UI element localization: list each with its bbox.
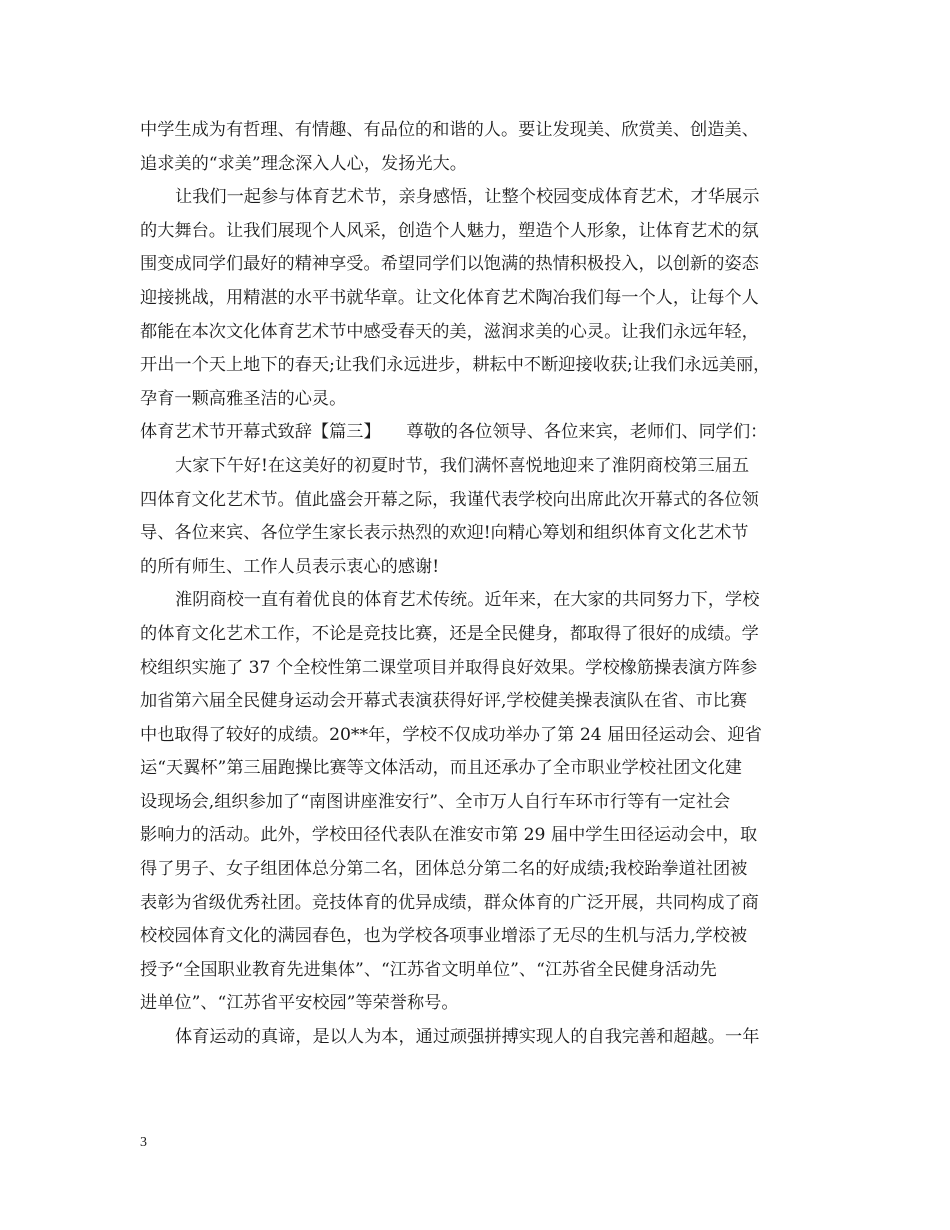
text-line: 校组织实施了 37 个全校性第二课堂项目并取得良好效果。学校橡筋操表演方阵参 <box>140 657 758 678</box>
text-line: 淮阴商校一直有着优良的体育艺术传统。近年来，在大家的共同努力下，学校 <box>175 590 760 611</box>
text-line: 孕育一颗高雅圣洁的心灵。 <box>140 388 347 409</box>
text-line: 的大舞台。让我们展现个人风采，创造个人魅力，塑造个人形象，让体育艺术的氛 <box>140 220 759 241</box>
text-line: 得了男子、女子组团体总分第二名，团体总分第二名的好成绩;我校跆拳道社团被 <box>140 859 748 880</box>
text-line: 授予“全国职业教育先进集体”、“江苏省文明单位”、“江苏省全民健身活动先 <box>140 959 717 980</box>
text-line: 大家下午好!在这美好的初夏时节，我们满怀喜悦地迎来了淮阴商校第三届五 <box>175 455 750 476</box>
text-line: 表彰为省级优秀社团。竞技体育的优异成绩，群众体育的广泛开展，共同构成了商 <box>140 892 759 913</box>
text-line: 影响力的活动。此外，学校田径代表队在淮安市第 29 届中学生田径运动会中，取 <box>140 825 758 846</box>
page-number: 3 <box>140 1135 147 1150</box>
text-line: 加省第六届全民健身运动会开幕式表演获得好评,学校健美操表演队在省、市比赛 <box>140 691 748 712</box>
text-line: 开出一个天上地下的春天;让我们永远进步，耕耘中不断迎接收获;让我们永远美丽， <box>140 355 771 376</box>
text-line: 导、各位来宾、各位学生家长表示热烈的欢迎!向精心筹划和组织体育文化艺术节 <box>140 523 749 544</box>
text-line: 运“天翼杯”第三届跑操比赛等文体活动，而且还承办了全市职业学校社团文化建 <box>140 758 742 779</box>
text-line: 进单位”、“江苏省平安校园”等荣誉称号。 <box>140 993 459 1014</box>
text-line: 四体育文化艺术节。值此盛会开幕之际，我谨代表学校向出席此次开幕式的各位领 <box>140 489 759 510</box>
text-line: 中也取得了较好的成绩。20**年，学校不仅成功举办了第 24 届田径运动会、迎省 <box>140 724 762 745</box>
text-line: 的体育文化艺术工作，不论是竞技比赛，还是全民健身，都取得了很好的成绩。学 <box>140 623 759 644</box>
text-line: 校校园体育文化的满园春色，也为学校各项事业增添了无尽的生机与活力,学校被 <box>140 926 748 947</box>
text-line: 中学生成为有哲理、有情趣、有品位的和谐的人。要让发现美、欣赏美、创造美、 <box>140 120 759 140</box>
body-text <box>140 114 820 1055</box>
text-line: 让我们一起参与体育艺术节，亲身感悟，让整个校园变成体育艺术，才华展示 <box>175 187 760 208</box>
text-line: 围变成同学们最好的精神享受。希望同学们以饱满的热情积极投入，以创新的姿态 <box>140 254 759 275</box>
text-line: 迎接挑战，用精湛的水平书就华章。让文化体育艺术陶冶我们每一个人，让每个人 <box>140 287 759 308</box>
text-line: 追求美的“求美”理念深入人心，发扬光大。 <box>140 153 467 174</box>
text-line: 设现场会,组织参加了“南图讲座淮安行”、全市万人自行车环市行等有一定社会 <box>140 791 731 812</box>
text-line: 的所有师生、工作人员表示衷心的感谢! <box>140 556 440 577</box>
text-line: 都能在本次文化体育艺术节中感受春天的美，滋润求美的心灵。让我们永远年轻， <box>140 321 759 342</box>
text-line: 体育艺术节开幕式致辞【篇三】 尊敬的各位领导、各位来宾，老师们、同学们： <box>140 422 768 443</box>
text-line: 体育运动的真谛，是以人为本，通过顽强拼搏实现人的自我完善和超越。一年 <box>175 1027 760 1048</box>
